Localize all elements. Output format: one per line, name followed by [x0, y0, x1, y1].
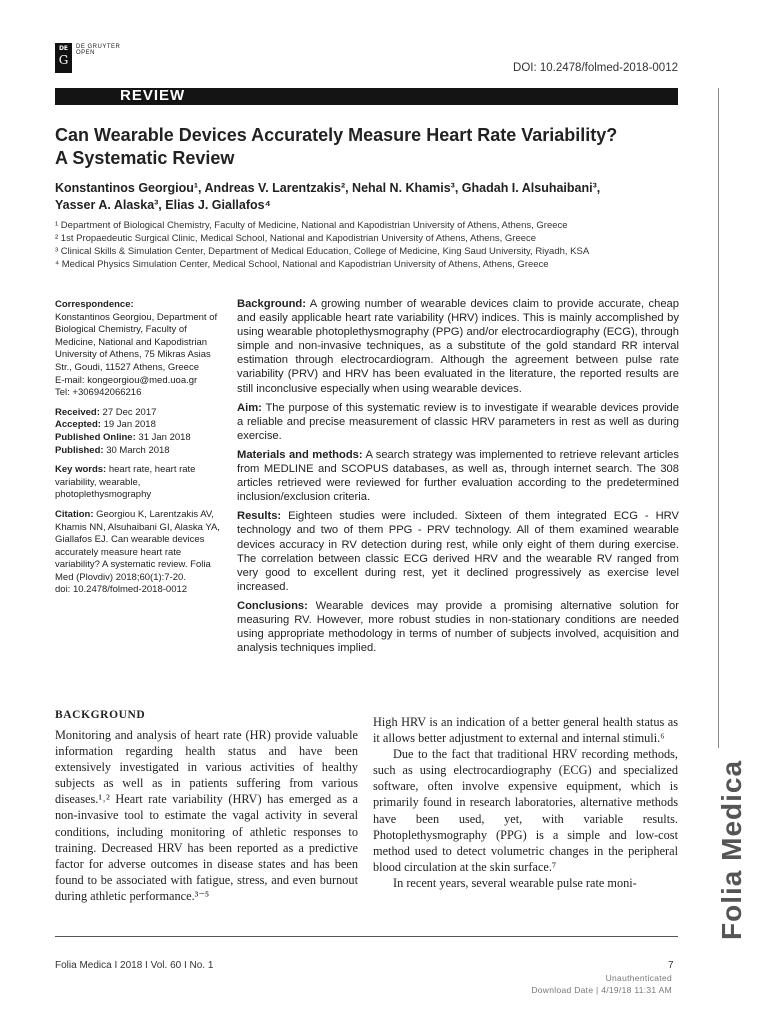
abstract-results [237, 509, 679, 594]
footer-journal-issue: Folia Medica I 2018 I Vol. 60 I No. 1 [55, 960, 214, 971]
article-title [55, 124, 695, 170]
abstract-conclusions [237, 599, 679, 655]
published-online-label: Published Online: [55, 431, 136, 443]
keywords-block [55, 464, 223, 502]
received-date: 27 Dec 2017 [102, 406, 157, 418]
doi-header: DOI: 10.2478/folmed-2018-0012 [513, 62, 678, 74]
published-date: 30 March 2018 [106, 444, 170, 456]
abstract-results-label: Results: [237, 510, 282, 523]
section-label: REVIEW [120, 87, 186, 104]
abstract-methods-label: Materials and methods: [237, 448, 363, 461]
affiliation-4: ⁴ Medical Physics Simulation Center, Medical School, National and Kapodistrian University of Athens, Athens, Greece [55, 259, 549, 270]
abstract-results-text: Eighteen studies were included. Sixteen of them integrated ECG - HRV technology and two of them PPG - PRV technology. All of them examined wearable devices accuracy in RV detection during rest, while only eight of them during exercise. The correlation between classic ECG derived HRV and the wearable RV ranged from very good to excellent during rest, yet it declined progressively as exercise level increased. [237, 510, 680, 593]
body-column-right [373, 714, 678, 891]
abstract-aim [237, 401, 679, 443]
page-number: 7 [668, 960, 674, 971]
affiliation-3: ³ Clinical Skills & Simulation Center, Department of Medical Education, College of Medicine, King Saud University, Riyadh, KSA [55, 246, 590, 257]
keywords-label: Key words: [55, 464, 107, 476]
logo-letter: G [58, 53, 69, 67]
abstract-background-text: A growing number of wearable devices claim to provide accurate, cheap and easily applicable heart rate variability (HRV) indices. This is mainly accomplished by using wearable photoplethysmography (PPG) and/or electrocardiography (ECG), through simple and non-invasive techniques, as a substitute of the gold standard RR interval estimation through electrocardiogram. Although the agreement between pulse rate variability (PRV) and HRV has been evaluated in the literature, the reported results are still inconclusive especially when using wearable devices. [237, 298, 679, 395]
citation-text: Georgiou K, Larentzakis AV, Khamis NN, Alsuhaibani GI, Alaska YA, Giallafos EJ. Can wearable devices accurately measure heart rate variability? A systematic review. Folia Med (Plovdiv) 2018;60(1):7-20. [55, 508, 220, 583]
publisher-name-line1: DE GRUYTER [76, 44, 121, 50]
correspondence-block [55, 299, 223, 400]
abstract-aim-label: Aim: [237, 401, 262, 414]
publisher-logo [55, 43, 72, 73]
abstract-conclusions-text: Wearable devices may provide a promising alternative solution for measuring RV. However, more robust studies in non-stationary conditions are needed using appropriate methodology in terms of number of subjects involved, acquisition and analysis techniques implied. [237, 599, 679, 655]
received-label: Received: [55, 406, 100, 418]
affiliation-list [55, 219, 695, 271]
abstract [237, 297, 679, 660]
accepted-label: Accepted: [55, 419, 101, 431]
side-rule [718, 88, 719, 748]
abstract-background [237, 297, 679, 396]
correspondence-text: Konstantinos Georgiou, Department of Biological Chemistry, Faculty of Medicine, National and Kapodistrian University of Athens, 75 Mikras Asias Str., Goudi, 11527 Athens, Greece [55, 311, 218, 373]
watermark-unauthenticated: Unauthenticated [605, 973, 672, 983]
side-journal-name: Folia Medica [716, 759, 747, 940]
watermark-download-date: Download Date | 4/19/18 11:31 AM [531, 985, 672, 995]
article-info-sidebar [55, 299, 223, 604]
published-label: Published: [55, 444, 104, 456]
body-paragraph-1: Monitoring and analysis of heart rate (HR) provide valuable information regarding health status and have been extensively investigated in various activities of healthy subjects as well as in patients suffering from various diseases.¹˒² Heart rate variability (HRV) has emerged as a non-invasive tool to estimate the vagal activity in several conditions, including monitoring of athletic responses to training. Decreased HRV has been reported as a predictive factor for adverse outcomes in disease states and has been found to be associated with fatigue, stress, and even burnout during athletic performance.³⁻⁵ [55, 728, 358, 903]
keywords-text: heart rate, heart rate variability, wearable, photoplethysmography [55, 464, 196, 501]
abstract-aim-text: The purpose of this systematic review is to investigate if wearable devices provide a reliable and precise measurement of classic HRV parameters in rest as well as during exercise. [237, 401, 680, 442]
footer-rule [55, 936, 678, 937]
abstract-conclusions-label: Conclusions: [237, 599, 308, 612]
publisher-name [76, 44, 120, 56]
abstract-methods [237, 448, 679, 504]
authors-line1: Konstantinos Georgiou¹, Andreas V. Larentzakis², Nehal N. Khamis³, Ghadah I. Alsuhaibani³, [55, 181, 601, 195]
section-heading-background: BACKGROUND [55, 709, 146, 721]
publisher-name-line2: OPEN [76, 50, 96, 56]
author-list [55, 180, 695, 214]
correspondence-email: E-mail: kongeorgiou@med.uoa.gr [55, 374, 198, 386]
abstract-background-label: Background: [237, 298, 306, 310]
published-online-date: 31 Jan 2018 [138, 431, 191, 443]
abstract-methods-text: A search strategy was implemented to retrieve relevant articles from MEDLINE and SCOPUS databases, as well as, through internet search. The 308 articles retrieved were reviewed for further evaluation according to the predetermined inclusion/exclusion criteria. [237, 448, 680, 504]
dates-block [55, 407, 223, 457]
body-column-left [55, 727, 358, 904]
body-paragraph-2: High HRV is an indication of a better general health status as it allows better adjustment to external and internal stimuli.⁶ [373, 715, 678, 746]
correspondence-label: Correspondence: [55, 299, 134, 310]
logo-top-letters: DE [58, 45, 69, 52]
affiliation-1: ¹ Department of Biological Chemistry, Faculty of Medicine, National and Kapodistrian University of Athens, Athens, Greece [55, 220, 568, 231]
correspondence-tel: Tel: +306942066216 [55, 387, 142, 399]
body-paragraph-3: Due to the fact that traditional HRV recording methods, such as using electrocardiography (ECG) and specialized software, often involve expensive equipment, which is primarily found in research laboratories, alternative methods have been used, yet, with variable results. Photoplethysmography (PPG) is a simple and low-cost method used to detect volumetric changes in the peripheral blood circulation at the skin surface.⁷ [373, 747, 678, 874]
title-line2: A Systematic Review [55, 148, 235, 168]
accepted-date: 19 Jan 2018 [103, 419, 156, 431]
citation-doi: doi: 10.2478/folmed-2018-0012 [55, 584, 188, 596]
citation-block [55, 509, 223, 597]
authors-line2: Yasser A. Alaska³, Elias J. Giallafos⁴ [55, 198, 271, 212]
title-line1: Can Wearable Devices Accurately Measure Heart Rate Variability? [55, 125, 618, 145]
citation-label: Citation: [55, 508, 94, 520]
body-paragraph-4: In recent years, several wearable pulse rate moni- [393, 875, 637, 890]
affiliation-2: ² 1st Propaedeutic Surgical Clinic, Medical School, National and Kapodistrian University of Athens, Athens, Greece [55, 233, 537, 244]
